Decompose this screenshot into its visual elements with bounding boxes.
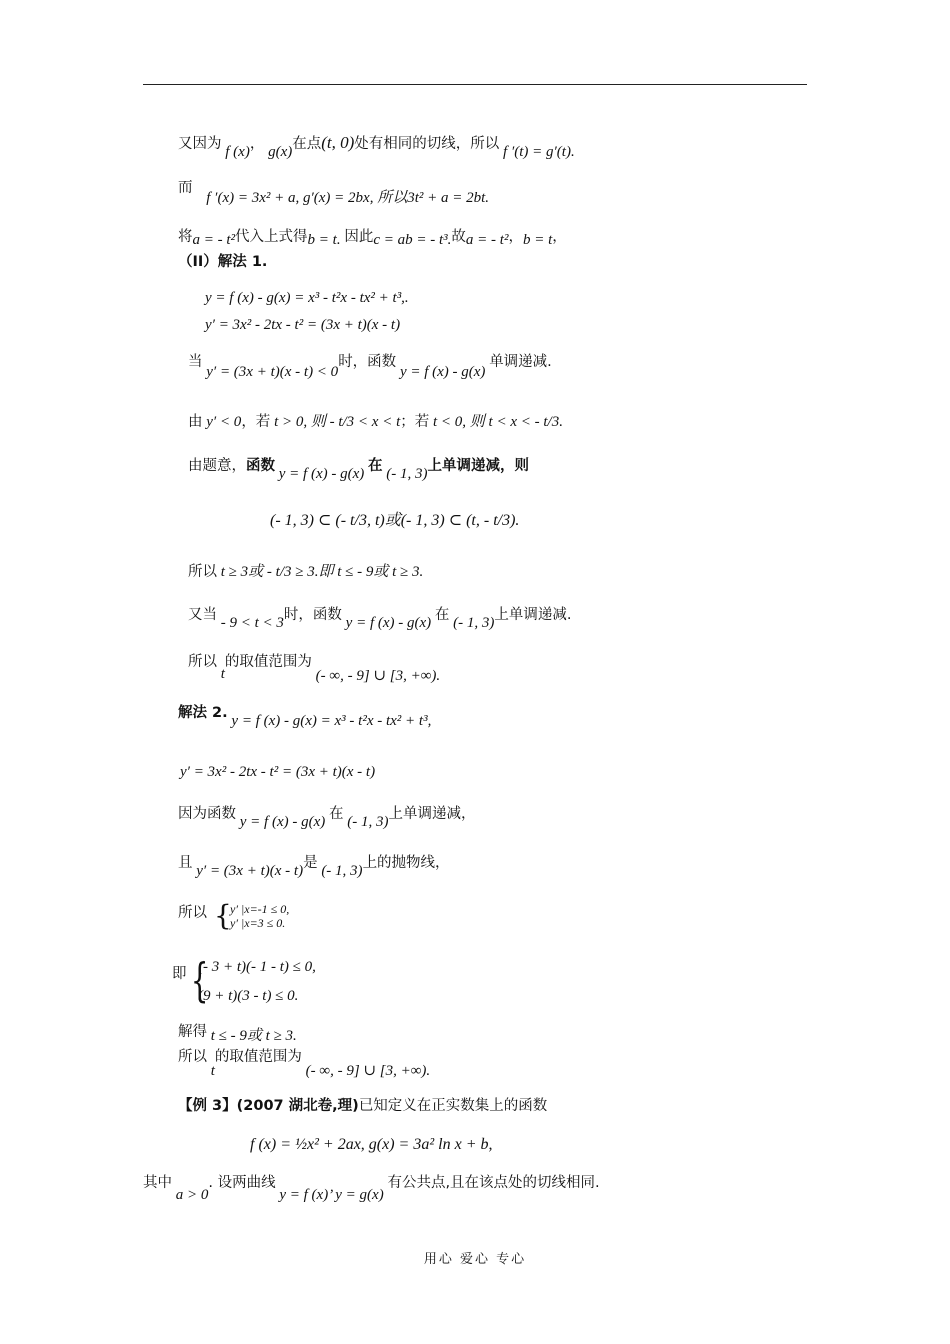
text: 且 (178, 855, 193, 871)
line-11 (188, 562, 423, 582)
math: y = f (x) - g(x) = x³ - t²x - tx² + t³, (231, 713, 432, 729)
section-heading: （II）解法 1. (178, 254, 268, 270)
text: ，若 (241, 414, 271, 430)
text: 解得 (178, 1024, 207, 1040)
math: t (220, 666, 225, 682)
text: 上单调递减，则 (427, 458, 529, 474)
text: 所以 (178, 905, 207, 921)
line-9 (188, 456, 529, 482)
math: t > 0, 则 - t/3 < x < t (274, 414, 401, 430)
text: 在 (368, 458, 383, 474)
math: (- 1, 3) (321, 863, 363, 879)
text: . 设两曲线 (208, 1175, 276, 1191)
text: 已知定义在正实数集上的函数 (358, 1098, 548, 1114)
math: f ′(x) = 3x² + a, g′(x) = 2bx, 所以3t² + a = 2bt. (206, 190, 490, 206)
text: ；若 (400, 414, 430, 430)
equation: y′ = 3x² - 2tx - t² = (3x + t)(x - t) (205, 317, 401, 333)
line-2 (178, 178, 490, 206)
text: ， (552, 229, 567, 245)
text: 的取值范围为 (214, 1049, 302, 1065)
text: 时，函数 (338, 354, 397, 370)
math: c = ab = - t³. (373, 232, 452, 248)
text: 所以 (188, 654, 217, 670)
math: (- 1, 3) (453, 615, 495, 631)
text: 处有相同的切线，所以 (354, 136, 500, 152)
text: 上单调递减， (388, 806, 476, 822)
text: 所以 (178, 1049, 207, 1065)
text: 代入上式得 (235, 229, 308, 245)
text: 因为函数 (178, 806, 236, 822)
system-line: (9 + t)(3 - t) ≤ 0. (198, 988, 299, 1004)
math: y′ < 0 (206, 414, 242, 430)
header-rule (143, 84, 807, 85)
line-17 (178, 853, 450, 879)
line-16 (178, 804, 476, 830)
page-footer: 用心 爱心 专心 (423, 1252, 527, 1267)
line-8 (188, 412, 563, 432)
math: y = f (x) - g(x) (345, 615, 432, 631)
text: 又当 (188, 607, 217, 623)
text: 在 (329, 806, 344, 822)
text: 其中 (143, 1175, 172, 1191)
line-1 (178, 133, 575, 160)
text: 是 (303, 855, 318, 871)
math: b = t (522, 232, 553, 248)
example-label: 【例 3】(2007 湖北卷,理) (178, 1098, 359, 1114)
line-19 (172, 964, 187, 984)
math: t < 0, 则 t < x < - t/3. (433, 414, 563, 430)
math: y′ = (3x + t)(x - t) < 0 (206, 364, 339, 380)
math: (- 1, 3) (347, 814, 389, 830)
text: 故 (451, 229, 466, 245)
text: 函数 (246, 458, 275, 474)
math: a = - t² (465, 232, 509, 248)
math: (- ∞, - 9] ∪ [3, +∞). (305, 1063, 431, 1079)
math: a > 0 (175, 1187, 209, 1203)
text: 时，函数 (283, 607, 342, 623)
section-heading: 解法 2. (178, 705, 228, 721)
line-7 (188, 352, 552, 380)
system-line: y′ |x=3 ≤ 0. (230, 916, 286, 930)
text: 上单调递减. (494, 607, 572, 623)
line-18 (178, 903, 207, 923)
system-line: (- 3 + t)(- 1 - t) ≤ 0, (198, 959, 316, 975)
text: 由 (188, 414, 203, 430)
equation: y′ = 3x² - 2tx - t² = (3x + t)(x - t) (180, 764, 376, 780)
math: (- ∞, - 9] ∪ [3, +∞). (315, 668, 441, 684)
line-22 (178, 1096, 547, 1116)
math: y = f (x)’ y = g(x) (279, 1187, 384, 1203)
equation: y = f (x) - g(x) = x³ - t²x - tx² + t³,. (205, 290, 409, 306)
math: (- 1, 3) (386, 466, 428, 482)
system-line: y′ |x=-1 ≤ 0, (230, 902, 290, 916)
math: t (210, 1063, 215, 1079)
line-13 (188, 652, 441, 684)
text: 因此 (344, 229, 374, 245)
text: 有公共点,且在该点处的切线相同. (387, 1175, 600, 1191)
math: f ′(t) = g′(t). (503, 144, 575, 160)
math: y = f (x) - g(x) (278, 466, 365, 482)
text: 所以 (188, 564, 217, 580)
text: 而 (178, 180, 193, 196)
equation: (- 1, 3) ⊂ (- t/3, t)或(- 1, 3) ⊂ (t, - t/3). (270, 512, 520, 529)
line-12 (188, 605, 572, 631)
text: 当 (188, 354, 203, 370)
equation: f (x) = ½x² + 2ax, g(x) = 3a² ln x + b, (250, 1136, 493, 1153)
math: t ≥ 3或 - t/3 ≥ 3.即 t ≤ - 9或 t ≥ 3. (220, 564, 424, 580)
text: ， (508, 229, 523, 245)
line-21 (178, 1047, 431, 1079)
math: t ≤ - 9或 t ≥ 3. (210, 1028, 297, 1044)
text: 又因为 (178, 136, 222, 152)
text: 在 (434, 607, 450, 623)
math: f (x) (225, 144, 250, 160)
math: a = - t² (192, 232, 236, 248)
line-24 (143, 1173, 600, 1203)
math: - 9 < t < 3 (220, 615, 284, 631)
math: (t, 0) (321, 133, 355, 152)
text: 即 (172, 966, 187, 982)
left-brace: { (214, 899, 232, 932)
text: 在点 (292, 136, 322, 152)
math: y′ = (3x + t)(x - t) (196, 863, 304, 879)
math: b = t. (307, 232, 341, 248)
text: 将 (178, 229, 193, 245)
line-14 (178, 703, 432, 729)
line-20 (178, 1022, 297, 1042)
math: y = f (x) - g(x) (399, 364, 486, 380)
text: ， (249, 136, 265, 152)
text: 单调递减. (489, 354, 552, 370)
text: 由题意， (188, 458, 246, 474)
line-3 (178, 227, 567, 247)
text: 上的抛物线， (362, 855, 450, 871)
math: y = f (x) - g(x) (239, 814, 326, 830)
left-brace: { (190, 953, 209, 1007)
math: g(x) (268, 144, 293, 160)
text: 的取值范围为 (224, 654, 312, 670)
